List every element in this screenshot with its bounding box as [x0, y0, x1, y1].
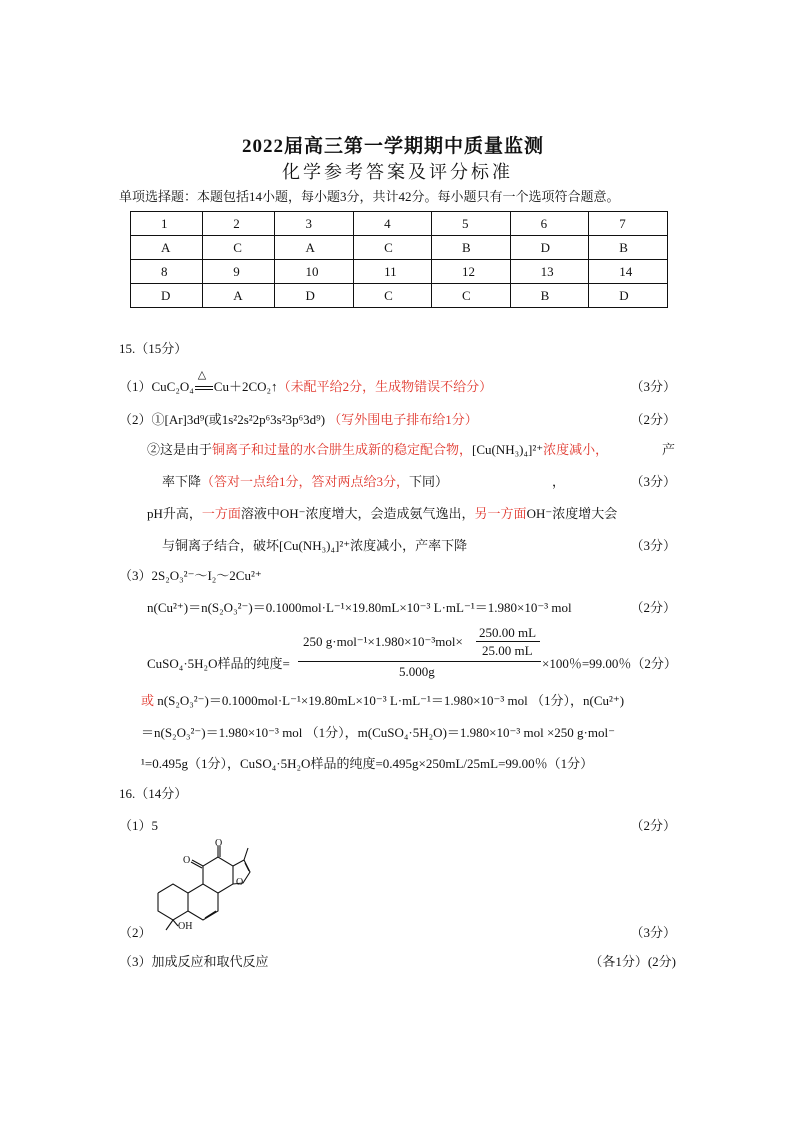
- inner-numerator: 250.00 mL: [479, 625, 537, 640]
- table-cell: 2: [203, 212, 275, 236]
- q15-p2-line4: pH升高，一方面溶液中OH⁻浓度增大，会造成氨气逸出，另一方面OH⁻浓度增大会: [147, 506, 618, 521]
- table-cell: B: [589, 236, 668, 260]
- q15-p2-line3-score: （3分）: [630, 474, 676, 489]
- q15-p3-alt1: 或 n(S₂O₃²⁻)＝0.1000mol·L⁻¹×19.80mL×10⁻³ L·mL⁻¹＝1.980×10⁻³ mol （1分），n(Cu²⁺): [141, 693, 625, 708]
- table-cell: 6: [510, 212, 589, 236]
- table-cell: C: [431, 284, 510, 308]
- q15-p1-score: （3分）: [630, 379, 676, 394]
- purity-denominator: 5.000g: [399, 664, 435, 679]
- table-row: [131, 212, 668, 236]
- table-row: [131, 260, 668, 284]
- intro-text: 单项选择题：本题包括14小题，每小题3分，共计42分。每小题只有一个选项符合题意。: [119, 189, 620, 204]
- table-cell: 3: [275, 212, 354, 236]
- struct-o-furan: O: [236, 877, 244, 888]
- table-cell: D: [275, 284, 354, 308]
- answer-table: [130, 211, 668, 308]
- q15-p3-alt2: ＝n(S₂O₃²⁻)＝1.980×10⁻³ mol （1分），m(CuSO₄·5H₂O)＝1.980×10⁻³ mol ×250 g·mol⁻: [141, 725, 615, 740]
- q16-header: 16.（14分）: [119, 786, 188, 801]
- table-cell: D: [589, 284, 668, 308]
- table-cell: 5: [431, 212, 510, 236]
- inner-fraction-line: [476, 641, 540, 642]
- struct-o-ketone2: O: [215, 838, 223, 849]
- table-cell: 7: [589, 212, 668, 236]
- q15-p1-eq: Cu＋2CO₂↑: [213, 379, 278, 394]
- q15-p3-line2-score: （2分）: [630, 600, 676, 615]
- struct-oh: OH: [178, 921, 193, 932]
- q16-p2: （2）: [119, 925, 152, 940]
- purity-fraction-line: [298, 661, 541, 662]
- page-title: 2022届高三第一学期期中质量监测: [242, 136, 545, 157]
- q15-p3: （3）2S₂O₃²⁻～I₂～2Cu²⁺: [119, 568, 262, 583]
- table-cell: C: [354, 236, 432, 260]
- q16-p1: （1）5: [119, 818, 159, 833]
- table-cell: 8: [131, 260, 203, 284]
- table-cell: C: [203, 236, 275, 260]
- q16-p2-score: （3分）: [630, 925, 676, 940]
- table-cell: D: [131, 284, 203, 308]
- q15-p2-label: （2）①[Ar]3d⁹(或1s²2s²2p⁶3s²3p⁶3d⁹): [119, 412, 326, 427]
- table-cell: D: [510, 236, 589, 260]
- q16-p3-score: （各1分）(2分): [589, 954, 676, 969]
- molecule-structure: [148, 838, 268, 938]
- purity-right: ×100％=99.00％（2分）: [542, 656, 677, 671]
- table-row: [131, 236, 668, 260]
- struct-o-ketone1: O: [183, 855, 191, 866]
- heat-symbol: △: [194, 379, 214, 395]
- q15-p2-line2-end: 产: [662, 442, 676, 457]
- q15-p2: [119, 409, 478, 428]
- table-cell: 11: [354, 260, 432, 284]
- table-cell: A: [131, 236, 203, 260]
- table-row: [131, 284, 668, 308]
- table-cell: 13: [510, 260, 589, 284]
- q15-p1-label: （1）CuC₂O₄: [119, 379, 194, 394]
- table-cell: B: [510, 284, 589, 308]
- table-cell: 4: [354, 212, 432, 236]
- q15-header: 15.（15分）: [119, 341, 188, 356]
- q15-p2-line5: 与铜离子结合，破坏[Cu(NH₃)₄]²⁺浓度减小，产率下降: [162, 538, 468, 553]
- q15-p2-note: （写外围电子排布给1分）: [328, 412, 478, 427]
- table-cell: 10: [275, 260, 354, 284]
- inner-denominator: 25.00 mL: [482, 643, 533, 658]
- q15-p2-score: （2分）: [630, 412, 676, 427]
- q15-p2-line3-comma: ，: [552, 474, 566, 489]
- page-subtitle: 化学参考答案及评分标准: [282, 162, 513, 182]
- table-cell: C: [354, 284, 432, 308]
- table-cell: 9: [203, 260, 275, 284]
- q15-p3-alt3: ¹=0.495g（1分），CuSO₄·5H₂O样品的纯度=0.495g×250mL/25mL=99.00％（1分）: [141, 756, 594, 771]
- q15-p2-line5-score: （3分）: [630, 538, 676, 553]
- q15-p1: [119, 369, 493, 395]
- table-cell: A: [275, 236, 354, 260]
- q16-p1-score: （2分）: [630, 818, 676, 833]
- purity-left: CuSO₄·5H₂O样品的纯度=: [147, 656, 290, 671]
- q16-p3: （3）加成反应和取代反应: [119, 954, 269, 969]
- q15-p3-line2: n(Cu²⁺)＝n(S₂O₃²⁻)＝0.1000mol·L⁻¹×19.80mL×10⁻³ L·mL⁻¹＝1.980×10⁻³ mol: [147, 600, 572, 615]
- table-cell: A: [203, 284, 275, 308]
- q15-p1-note: （未配平给2分，生成物错误不给分）: [277, 379, 493, 394]
- table-cell: 1: [131, 212, 203, 236]
- table-cell: B: [431, 236, 510, 260]
- q15-p2-line3: 率下降（答对一点给1分，答对两点给3分，下同）: [162, 474, 449, 489]
- table-cell: 14: [589, 260, 668, 284]
- table-cell: 12: [431, 260, 510, 284]
- purity-numerator: 250 g·mol⁻¹×1.980×10⁻³mol×: [303, 634, 463, 649]
- q15-p2-line2: ②这是由于铜离子和过量的水合肼生成新的稳定配合物，[Cu(NH₃)₄]²⁺浓度减小，: [147, 442, 609, 457]
